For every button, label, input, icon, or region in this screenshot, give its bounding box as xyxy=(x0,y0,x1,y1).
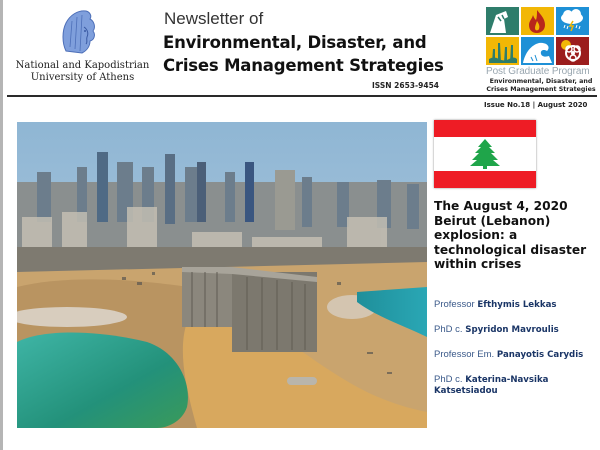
earthquake-building-icon xyxy=(486,7,519,35)
newsletter-title-line2: Crises Management Strategies xyxy=(163,56,444,75)
author-name: Efthymis Lekkas xyxy=(477,300,557,310)
fire-icon xyxy=(521,7,554,35)
author-name: Panayotis Carydis xyxy=(496,350,584,360)
program-subtitle-line2: Crises Management Strategies xyxy=(486,86,596,93)
storm-cloud-icon xyxy=(556,7,589,35)
headline-line-5: within crises xyxy=(434,257,522,271)
athena-helmet-logo-icon xyxy=(56,7,100,57)
article-headline xyxy=(434,199,594,272)
newsletter-title xyxy=(163,31,444,77)
author-item xyxy=(434,349,600,361)
program-icon-grid xyxy=(486,7,590,67)
university-name-line1: National and Kapodistrian xyxy=(15,60,150,71)
headline-line-2: Beirut (Lebanon) xyxy=(434,213,551,228)
issn-number: ISSN 2653-9454 xyxy=(372,81,440,90)
author-item xyxy=(434,324,600,336)
beirut-port-explosion-photo xyxy=(17,122,427,428)
author-name: Katerina-Navsika xyxy=(465,375,549,385)
issue-label: Issue No.18 | August 2020 xyxy=(484,101,588,109)
newsletter-prefix: Newsletter of xyxy=(164,9,264,28)
lebanon-flag-icon xyxy=(434,120,536,188)
program-subtitle xyxy=(484,78,598,94)
headline-line-1: The August 4, 2020 xyxy=(434,199,568,213)
author-role: Professor Em. xyxy=(434,349,495,360)
headline-line-3: explosion: a xyxy=(434,228,518,242)
author-list xyxy=(434,299,600,410)
author-name: Spyridon Mavroulis xyxy=(465,325,559,335)
author-role: PhD c. xyxy=(434,374,463,385)
author-role: Professor xyxy=(434,299,475,310)
author-item xyxy=(434,299,600,311)
biohazard-icon xyxy=(556,37,589,65)
header-divider xyxy=(7,95,597,97)
program-subtitle-line1: Environmental, Disaster, and xyxy=(489,78,593,85)
headline-line-4: technological disaster xyxy=(434,242,587,257)
author-role: PhD c. xyxy=(434,324,463,335)
author-item xyxy=(434,374,600,397)
newsletter-title-line1: Environmental, Disaster, and xyxy=(163,33,427,52)
post-graduate-program-label: Post Graduate Program xyxy=(486,66,590,77)
university-name xyxy=(10,60,155,84)
university-name-line2: University of Athens xyxy=(30,72,135,83)
flood-hands-icon xyxy=(486,37,519,65)
page-left-border xyxy=(0,0,3,450)
author-name-continued: Katsetsiadou xyxy=(434,386,498,396)
tsunami-wave-icon xyxy=(521,37,554,65)
